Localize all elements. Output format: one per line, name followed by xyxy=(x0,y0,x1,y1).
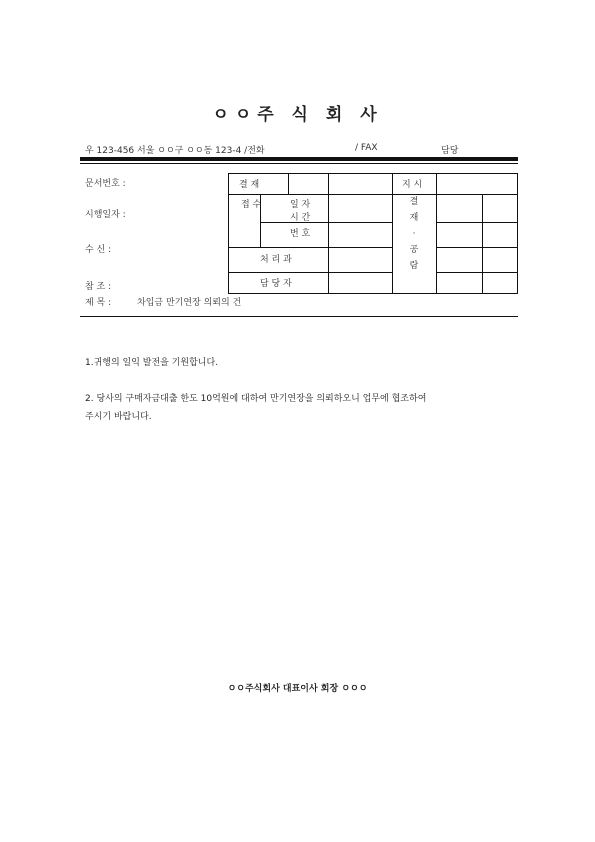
right-col-line xyxy=(482,194,483,293)
right-row-line-1 xyxy=(436,222,517,223)
body-paragraph-2-line-1: 2. 당사의 구매자금대출 한도 10억원에 대하여 만기연장을 의뢰하오니 업무에 협조하여 xyxy=(85,394,427,404)
vertical-label-left-line xyxy=(392,174,393,293)
manager-label: 담당 xyxy=(441,146,459,156)
address-text: 우 123-456 서울 ㅇㅇ구 ㅇㅇ동 123-4 /전화 xyxy=(85,146,265,156)
date-cell-label: 일 자 xyxy=(290,200,311,210)
subject-label: 제 목 : xyxy=(85,298,112,308)
approval-box xyxy=(228,173,518,294)
date-label: 시행일자 : xyxy=(85,210,126,220)
recipient-label: 수 신 : xyxy=(85,245,112,255)
number-cell-label: 번 호 xyxy=(290,229,311,239)
approval-label: 결 재 xyxy=(239,180,260,190)
department-label: 처 리 과 xyxy=(260,255,292,265)
vertical-label-right-line xyxy=(436,174,437,293)
mid-col-line xyxy=(328,174,329,293)
vertical-char-4: 공 xyxy=(409,245,419,255)
right-row-line-3 xyxy=(436,272,517,273)
department-row-line xyxy=(229,247,392,248)
time-cell-label: 시 간 xyxy=(290,213,311,223)
subject-value: 차입금 만기연장 의뢰의 건 xyxy=(137,298,242,308)
fax-label: / FAX xyxy=(355,143,378,153)
person-label: 담 당 자 xyxy=(260,279,292,289)
vertical-char-5: 람 xyxy=(409,261,419,271)
body-paragraph-1: 1.귀행의 일익 발전을 기원합니다. xyxy=(85,358,219,368)
reference-label: 참 조 : xyxy=(85,282,112,292)
signature-line: ㅇㅇ주식회사 대표이사 회장 ㅇㅇㅇ xyxy=(227,684,368,694)
vertical-char-3: · xyxy=(412,229,416,239)
instruction-label: 지 시 xyxy=(402,180,423,190)
header-divider-thick xyxy=(80,157,518,161)
approval-col-line xyxy=(288,174,289,194)
fields-divider xyxy=(80,316,518,317)
vertical-char-1: 결 xyxy=(409,197,419,207)
person-row-line xyxy=(229,272,392,273)
receipt-row-line xyxy=(260,222,392,223)
body-paragraph-2-line-2: 주시기 바랍니다. xyxy=(85,412,152,422)
header-divider-thin xyxy=(80,163,518,164)
doc-number-label: 문서번호 : xyxy=(85,179,126,189)
right-row-line-2 xyxy=(436,247,517,248)
approval-row-line xyxy=(229,194,517,195)
vertical-char-2: 재 xyxy=(409,213,419,223)
receipt-label: 접 수 xyxy=(241,200,262,210)
document-title: ㅇㅇ주 식 회 사 xyxy=(212,105,383,125)
